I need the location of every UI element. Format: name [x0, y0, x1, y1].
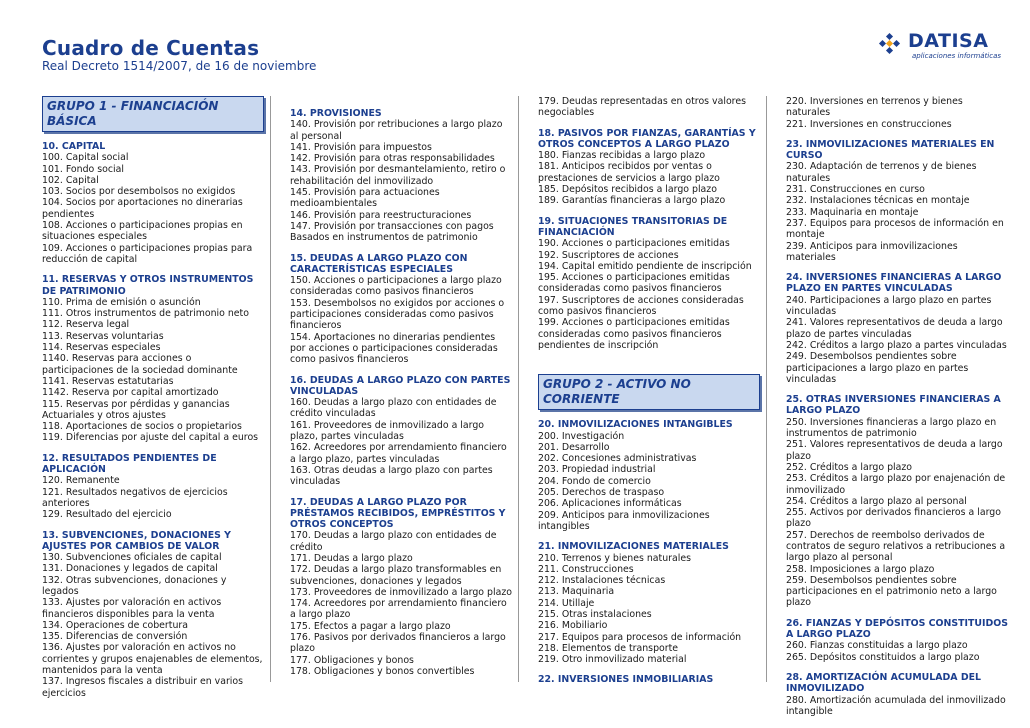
- account-item: 101. Fondo social: [42, 163, 124, 175]
- account-item: 173. Proveedores de inmovilizado a largo plazo: [290, 586, 512, 598]
- account-item: 133. Ajustes por valoración en activos financieros disponibles para la venta: [42, 597, 222, 620]
- section-13-list: [42, 552, 264, 699]
- account-item: 258. Imposiciones a largo plazo: [786, 563, 935, 575]
- account-item: 115. Reservas por pérdidas y ganancias Actuariales y otros ajustes: [42, 398, 230, 421]
- account-item: 216. Mobiliario: [538, 620, 608, 632]
- section-19-title: 19. SITUACIONES TRANSITORIAS DE FINANCIACIÓN: [538, 215, 728, 238]
- account-item: 178. Obligaciones y bonos convertibles: [290, 665, 475, 677]
- logo-wordmark: DATISA: [908, 30, 989, 52]
- account-item: 113. Reservas voluntarias: [42, 330, 164, 342]
- account-item: 231. Construcciones en curso: [786, 184, 925, 196]
- section-22-title: 22. INVERSIONES INMOBILIARIAS: [538, 674, 714, 686]
- account-item: 259. Desembolsos pendientes sobre participaciones en el patrimonio neto a largo plazo: [786, 574, 997, 609]
- section-23-title: 23. INMOVILIZACIONES MATERIALES EN CURSO: [786, 138, 995, 162]
- account-item: 192. Suscriptores de acciones: [538, 249, 679, 261]
- account-item: 221. Inversiones en construcciones: [786, 118, 952, 130]
- account-item: 239. Anticipos para inmovilizaciones materiales: [786, 240, 958, 263]
- account-item: 135. Diferencias de conversión: [42, 631, 188, 643]
- section-20-title: 20. INMOVILIZACIONES INTANGIBLES: [538, 419, 733, 431]
- account-item: 161. Proveedores de inmovilizado a largo plazo, partes vinculadas: [290, 419, 485, 443]
- account-item: 185. Depósitos recibidos a largo plazo: [538, 184, 717, 196]
- account-item: 160. Deudas a largo plazo con entidades de crédito vinculadas: [290, 397, 497, 420]
- account-item: 104. Socios por aportaciones no dinerarias pendientes: [42, 197, 243, 220]
- account-item: 174. Acreedores por arrendamiento financiero a largo plazo: [290, 598, 507, 621]
- account-item: 179. Deudas representadas en otros valores negociables: [538, 96, 746, 119]
- account-item: 253. Créditos a largo plazo por enajenación de inmovilizado: [786, 473, 1006, 496]
- account-item: 103. Socios por desembolsos no exigidos: [42, 186, 236, 198]
- logo-tagline: aplicaciones informáticas: [912, 52, 1002, 60]
- column-divider: [518, 96, 519, 682]
- account-item: 141. Provisión para impuestos: [290, 141, 432, 153]
- section-21-list: [538, 553, 760, 666]
- account-item: 108. Acciones o participaciones propias en situaciones especiales: [42, 220, 243, 243]
- account-item: 265. Depósitos constituidos a largo plazo: [786, 651, 980, 663]
- account-item: 237. Equipos para procesos de información en montaje: [786, 217, 1004, 241]
- section-11-title: 11. RESERVAS Y OTROS INSTRUMENTOS DE PATRIMONIO: [42, 274, 254, 297]
- account-item: 200. Investigación: [538, 430, 625, 442]
- section-25-list: [786, 417, 1008, 609]
- account-item: 251. Valores representativos de deuda a largo plazo: [786, 439, 1003, 462]
- section-25-title: 25. OTRAS INVERSIONES FINANCIERAS A LARGO PLAZO: [786, 394, 1001, 417]
- account-item: 250. Inversiones financieras a largo plazo en instrumentos de patrimonio: [786, 416, 997, 440]
- account-item: 147. Provisión por transacciones con pagos Basados en instrumentos de patrimonio: [290, 220, 494, 244]
- account-item: 112. Reserva legal: [42, 319, 130, 331]
- account-item: 194. Capital emitido pendiente de inscripción: [538, 260, 752, 272]
- section-11-list: [42, 297, 264, 444]
- account-item: 163. Otras deudas a largo plazo con partes vinculadas: [290, 464, 493, 488]
- section-28-list: [786, 695, 1008, 718]
- account-item: 180. Fianzas recibidas a largo plazo: [538, 150, 706, 162]
- column-2: [290, 108, 512, 677]
- section-14-title: 14. PROVISIONES: [290, 108, 382, 119]
- account-item: 232. Instalaciones técnicas en montaje: [786, 195, 970, 207]
- column-divider: [270, 96, 271, 682]
- section-15-title: 15. DEUDAS A LARGO PLAZO CON CARACTERÍSTICAS ESPECIALES: [290, 252, 468, 275]
- account-item: 131. Donaciones y legados de capital: [42, 563, 218, 575]
- account-item: 121. Resultados negativos de ejercicios anteriores: [42, 486, 228, 509]
- account-item: 205. Derechos de traspaso: [538, 487, 665, 499]
- section-18-list: [538, 150, 760, 206]
- account-item: 240. Participaciones a largo plazo en partes vinculadas: [786, 294, 992, 318]
- account-item: 136. Ajustes por valoración en activos no corrientes y grupos enajenables de elementos, mantenidos para la venta: [42, 642, 263, 677]
- account-item: 172. Deudas a largo plazo transformables en subvenciones, donaciones y legados: [290, 564, 502, 587]
- section-17-continued-list: [538, 96, 760, 119]
- account-item: 218. Elementos de transporte: [538, 642, 679, 654]
- account-item: 146. Provisión para reestructuraciones: [290, 209, 472, 221]
- account-item: 130. Subvenciones oficiales de capital: [42, 552, 222, 564]
- account-item: 134. Operaciones de cobertura: [42, 619, 188, 631]
- account-item: 213. Maquinaria: [538, 586, 615, 598]
- section-26-title: 26. FIANZAS Y DEPÓSITOS CONSTITUIDOS A LARGO PLAZO: [786, 617, 1008, 641]
- account-item: 114. Reservas especiales: [42, 342, 161, 354]
- account-item: 219. Otro inmovilizado material: [538, 654, 687, 666]
- section-10-title: 10. CAPITAL: [42, 141, 106, 152]
- account-item: 119. Diferencias por ajuste del capital a euros: [42, 432, 259, 444]
- account-item: 206. Aplicaciones informáticas: [538, 498, 682, 510]
- section-22-continued-list: [786, 96, 1008, 130]
- account-item: 201. Desarrollo: [538, 441, 610, 453]
- account-item: 195. Acciones o participaciones emitidas consideradas como pasivos financieros: [538, 272, 730, 295]
- account-item: 210. Terrenos y bienes naturales: [538, 552, 691, 564]
- account-item: 153. Desembolsos no exigidos por acciones o participaciones consideradas como pasivos financieros: [290, 297, 505, 332]
- account-item: 143. Provisión por desmantelamiento, retiro o rehabilitación del inmovilizado: [290, 164, 506, 187]
- account-item: 233. Maquinaria en montaje: [786, 206, 919, 218]
- account-item: 202. Concesiones administrativas: [538, 453, 697, 465]
- section-13-title: 13. SUBVENCIONES, DONACIONES Y AJUSTES POR CAMBIOS DE VALOR: [42, 529, 231, 552]
- account-item: 142. Provisión para otras responsabilidades: [290, 153, 495, 165]
- account-item: 252. Créditos a largo plazo: [786, 461, 913, 473]
- section-15-list: [290, 275, 512, 365]
- section-12-title: 12. RESULTADOS PENDIENTES DE APLICACIÓN: [42, 452, 217, 476]
- account-item: 257. Derechos de reembolso derivados de contratos de seguro relativos a retribuciones a largo plazo al personal: [786, 529, 1006, 564]
- account-item: 197. Suscriptores de acciones consideradas como pasivos financieros: [538, 294, 744, 318]
- account-item: 109. Acciones o participaciones propias para reducción de capital: [42, 242, 253, 265]
- account-item: 129. Resultado del ejercicio: [42, 509, 172, 521]
- section-17-list: [290, 530, 512, 677]
- account-item: 280. Amortización acumulada del inmovilizado intangible: [786, 694, 1006, 717]
- account-item: 260. Fianzas constituidas a largo plazo: [786, 640, 968, 652]
- account-item: 241. Valores representativos de deuda a largo plazo de partes vinculadas: [786, 317, 1003, 340]
- account-item: 189. Garantías financieras a largo plazo: [538, 195, 726, 207]
- account-item: 100. Capital social: [42, 152, 129, 164]
- account-item: 249. Desembolsos pendientes sobre participaciones a largo plazo en partes vinculadas: [786, 351, 969, 385]
- column-3: [538, 96, 760, 686]
- page-subtitle: Real Decreto 1514/2007, de 16 de noviembre: [42, 59, 317, 73]
- section-26-list: [786, 640, 1008, 663]
- account-item: 132. Otras subvenciones, donaciones y legados: [42, 574, 227, 597]
- account-item: 176. Pasivos por derivados financieros a largo plazo: [290, 632, 506, 655]
- column-divider: [766, 96, 767, 682]
- section-18-title: 18. PASIVOS POR FIANZAS, GARANTÍAS Y OTROS CONCEPTOS A LARGO PLAZO: [538, 127, 756, 150]
- account-item: 175. Efectos a pagar a largo plazo: [290, 620, 451, 632]
- account-item: 212. Instalaciones técnicas: [538, 575, 666, 587]
- account-item: 154. Aportaciones no dinerarias pendientes por acciones o participaciones consideradas como pasivos financieros: [290, 331, 498, 366]
- account-item: 177. Obligaciones y bonos: [290, 654, 414, 666]
- section-20-list: [538, 431, 760, 533]
- account-item: 214. Utillaje: [538, 597, 595, 609]
- section-12-list: [42, 475, 264, 520]
- section-21-title: 21. INMOVILIZACIONES MATERIALES: [538, 541, 729, 553]
- section-24-list: [786, 295, 1008, 385]
- group-2-title: GRUPO 2 - ACTIVO NO CORRIENTE: [538, 374, 760, 410]
- account-item: 111. Otros instrumentos de patrimonio neto: [42, 308, 249, 320]
- account-item: 220. Inversiones en terrenos y bienes naturales: [786, 96, 963, 119]
- group-1-title: GRUPO 1 - FINANCIACIÓN BÁSICA: [42, 96, 264, 132]
- account-item: 120. Remanente: [42, 475, 120, 487]
- account-item: 102. Capital: [42, 174, 99, 186]
- account-item: 1142. Reserva por capital amortizado: [42, 387, 219, 399]
- account-item: 140. Provisión por retribuciones a largo plazo al personal: [290, 119, 503, 142]
- section-23-list: [786, 161, 1008, 263]
- account-item: 199. Acciones o participaciones emitidas consideradas como pasivos financieros pendientes de inscripción: [538, 317, 730, 351]
- section-28-title: 28. AMORTIZACIÓN ACUMULADA DEL INMOVILIZADO: [786, 671, 981, 695]
- account-item: 204. Fondo de comercio: [538, 475, 651, 487]
- section-16-title: 16. DEUDAS A LARGO PLAZO CON PARTES VINCULADAS: [290, 374, 511, 397]
- account-item: 118. Aportaciones de socios o propietarios: [42, 421, 242, 433]
- account-item: 145. Provisión para actuaciones medioambientales: [290, 187, 440, 210]
- account-item: 203. Propiedad industrial: [538, 464, 656, 476]
- column-1: [42, 96, 264, 699]
- account-item: 215. Otras instalaciones: [538, 608, 652, 620]
- section-14-list: [290, 119, 512, 243]
- account-item: 255. Activos por derivados financieros a largo plazo: [786, 507, 1001, 530]
- account-item: 170. Deudas a largo plazo con entidades de crédito: [290, 530, 497, 553]
- account-item: 171. Deudas a largo plazo: [290, 552, 413, 564]
- account-item: 137. Ingresos fiscales a distribuir en varios ejercicios: [42, 676, 244, 699]
- account-item: 230. Adaptación de terrenos y de bienes naturales: [786, 161, 977, 184]
- section-17-title: 17. DEUDAS A LARGO PLAZO POR PRÉSTAMOS RECIBIDOS, EMPRÉSTITOS Y OTROS CONCEPTOS: [290, 496, 506, 531]
- column-4: [786, 96, 1008, 717]
- section-24-title: 24. INVERSIONES FINANCIERAS A LARGO PLAZO EN PARTES VINCULADAS: [786, 272, 1002, 295]
- account-item: 1140. Reservas para acciones o participaciones de la sociedad dominante: [42, 353, 238, 376]
- section-19-list: [538, 238, 760, 351]
- account-item: 209. Anticipos para inmovilizaciones intangibles: [538, 509, 710, 532]
- account-item: 217. Equipos para procesos de información: [538, 631, 742, 643]
- account-item: 190. Acciones o participaciones emitidas: [538, 238, 730, 250]
- account-item: 211. Construcciones: [538, 563, 634, 575]
- section-16-list: [290, 397, 512, 487]
- account-item: 150. Acciones o participaciones a largo plazo consideradas como pasivos financieros: [290, 275, 502, 298]
- account-item: 110. Prima de emisión o asunción: [42, 296, 201, 308]
- account-item: 181. Anticipos recibidos por ventas o prestaciones de servicios a largo plazo: [538, 161, 720, 184]
- account-item: 242. Créditos a largo plazo a partes vinculadas: [786, 339, 1007, 351]
- account-item: 1141. Reservas estatutarias: [42, 375, 174, 387]
- section-10-list: [42, 152, 264, 265]
- page-title: Cuadro de Cuentas: [42, 36, 260, 60]
- account-item: 162. Acreedores por arrendamiento financiero a largo plazo, partes vinculadas: [290, 442, 507, 465]
- account-item: 254. Créditos a largo plazo al personal: [786, 495, 967, 507]
